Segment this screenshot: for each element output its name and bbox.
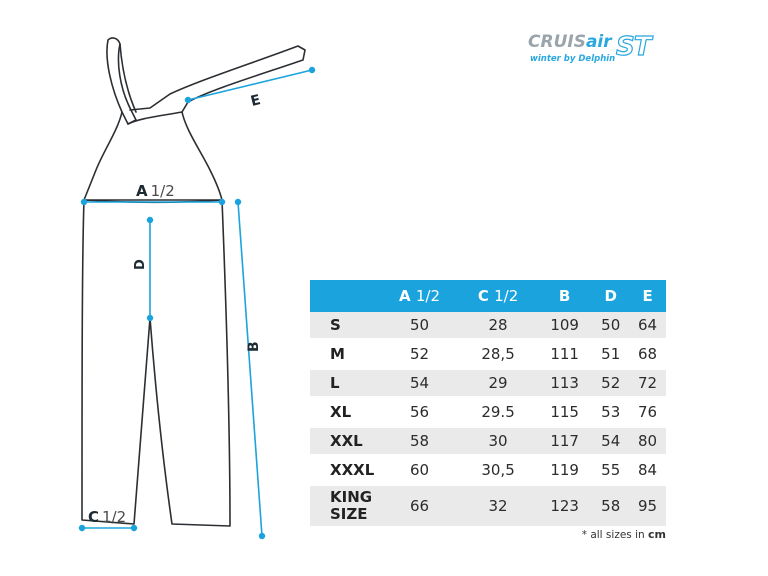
- value-d: 52: [592, 369, 629, 398]
- value-a: 52: [380, 340, 459, 369]
- value-b: 115: [537, 398, 592, 427]
- value-a: 58: [380, 427, 459, 456]
- value-d: 53: [592, 398, 629, 427]
- size-table-header: [310, 280, 666, 312]
- footnote: * all sizes in cm: [581, 528, 666, 541]
- value-c: 29: [459, 369, 537, 398]
- size-name: XXXL: [310, 456, 380, 485]
- size-name: XL: [310, 398, 380, 427]
- table-row: [310, 340, 666, 369]
- table-row: [310, 427, 666, 456]
- label-b: B: [246, 341, 262, 352]
- header-d: D: [592, 280, 629, 312]
- value-e: 84: [629, 456, 666, 485]
- table-row: [310, 456, 666, 485]
- value-c: 29.5: [459, 398, 537, 427]
- brand-logo: [528, 32, 668, 76]
- table-row: [310, 312, 666, 340]
- right-strap: [130, 46, 305, 112]
- size-name: KING SIZE: [310, 485, 380, 528]
- label-d: D: [133, 259, 148, 270]
- value-e: 95: [629, 485, 666, 528]
- size-name: L: [310, 369, 380, 398]
- value-d: 55: [592, 456, 629, 485]
- value-b: 123: [537, 485, 592, 528]
- table-row: [310, 398, 666, 427]
- size-table: [310, 280, 666, 529]
- brand-model: ST: [616, 32, 651, 62]
- measure-line-b: [238, 202, 262, 536]
- value-b: 119: [537, 456, 592, 485]
- value-c: 28: [459, 312, 537, 340]
- value-e: 80: [629, 427, 666, 456]
- brand-tagline: winter by Delphin: [530, 54, 616, 64]
- label-e: E: [249, 92, 263, 110]
- size-name: S: [310, 312, 380, 340]
- header-e: E: [629, 280, 666, 312]
- value-a: 66: [380, 485, 459, 528]
- value-b: 109: [537, 312, 592, 340]
- value-e: 76: [629, 398, 666, 427]
- value-a: 60: [380, 456, 459, 485]
- value-c: 32: [459, 485, 537, 528]
- value-b: 113: [537, 369, 592, 398]
- value-d: 54: [592, 427, 629, 456]
- header-c: C 1/2: [459, 280, 537, 312]
- header-a: A 1/2: [380, 280, 459, 312]
- trouser-outline: [82, 200, 230, 526]
- header-size: [310, 280, 380, 312]
- value-a: 56: [380, 398, 459, 427]
- brand-name: CRUISair: [528, 32, 612, 52]
- value-e: 72: [629, 369, 666, 398]
- label-a: A 1/2: [136, 182, 175, 200]
- value-d: 50: [592, 312, 629, 340]
- header-b: B: [537, 280, 592, 312]
- value-c: 30: [459, 427, 537, 456]
- size-name: M: [310, 340, 380, 369]
- value-d: 58: [592, 485, 629, 528]
- value-c: 30,5: [459, 456, 537, 485]
- left-strap: [107, 38, 136, 124]
- label-c: C 1/2: [88, 508, 127, 526]
- value-d: 51: [592, 340, 629, 369]
- value-a: 50: [380, 312, 459, 340]
- table-row: [310, 369, 666, 398]
- value-a: 54: [380, 369, 459, 398]
- value-e: 64: [629, 312, 666, 340]
- table-row: [310, 485, 666, 528]
- value-e: 68: [629, 340, 666, 369]
- value-b: 111: [537, 340, 592, 369]
- size-name: XXL: [310, 427, 380, 456]
- value-b: 117: [537, 427, 592, 456]
- value-c: 28,5: [459, 340, 537, 369]
